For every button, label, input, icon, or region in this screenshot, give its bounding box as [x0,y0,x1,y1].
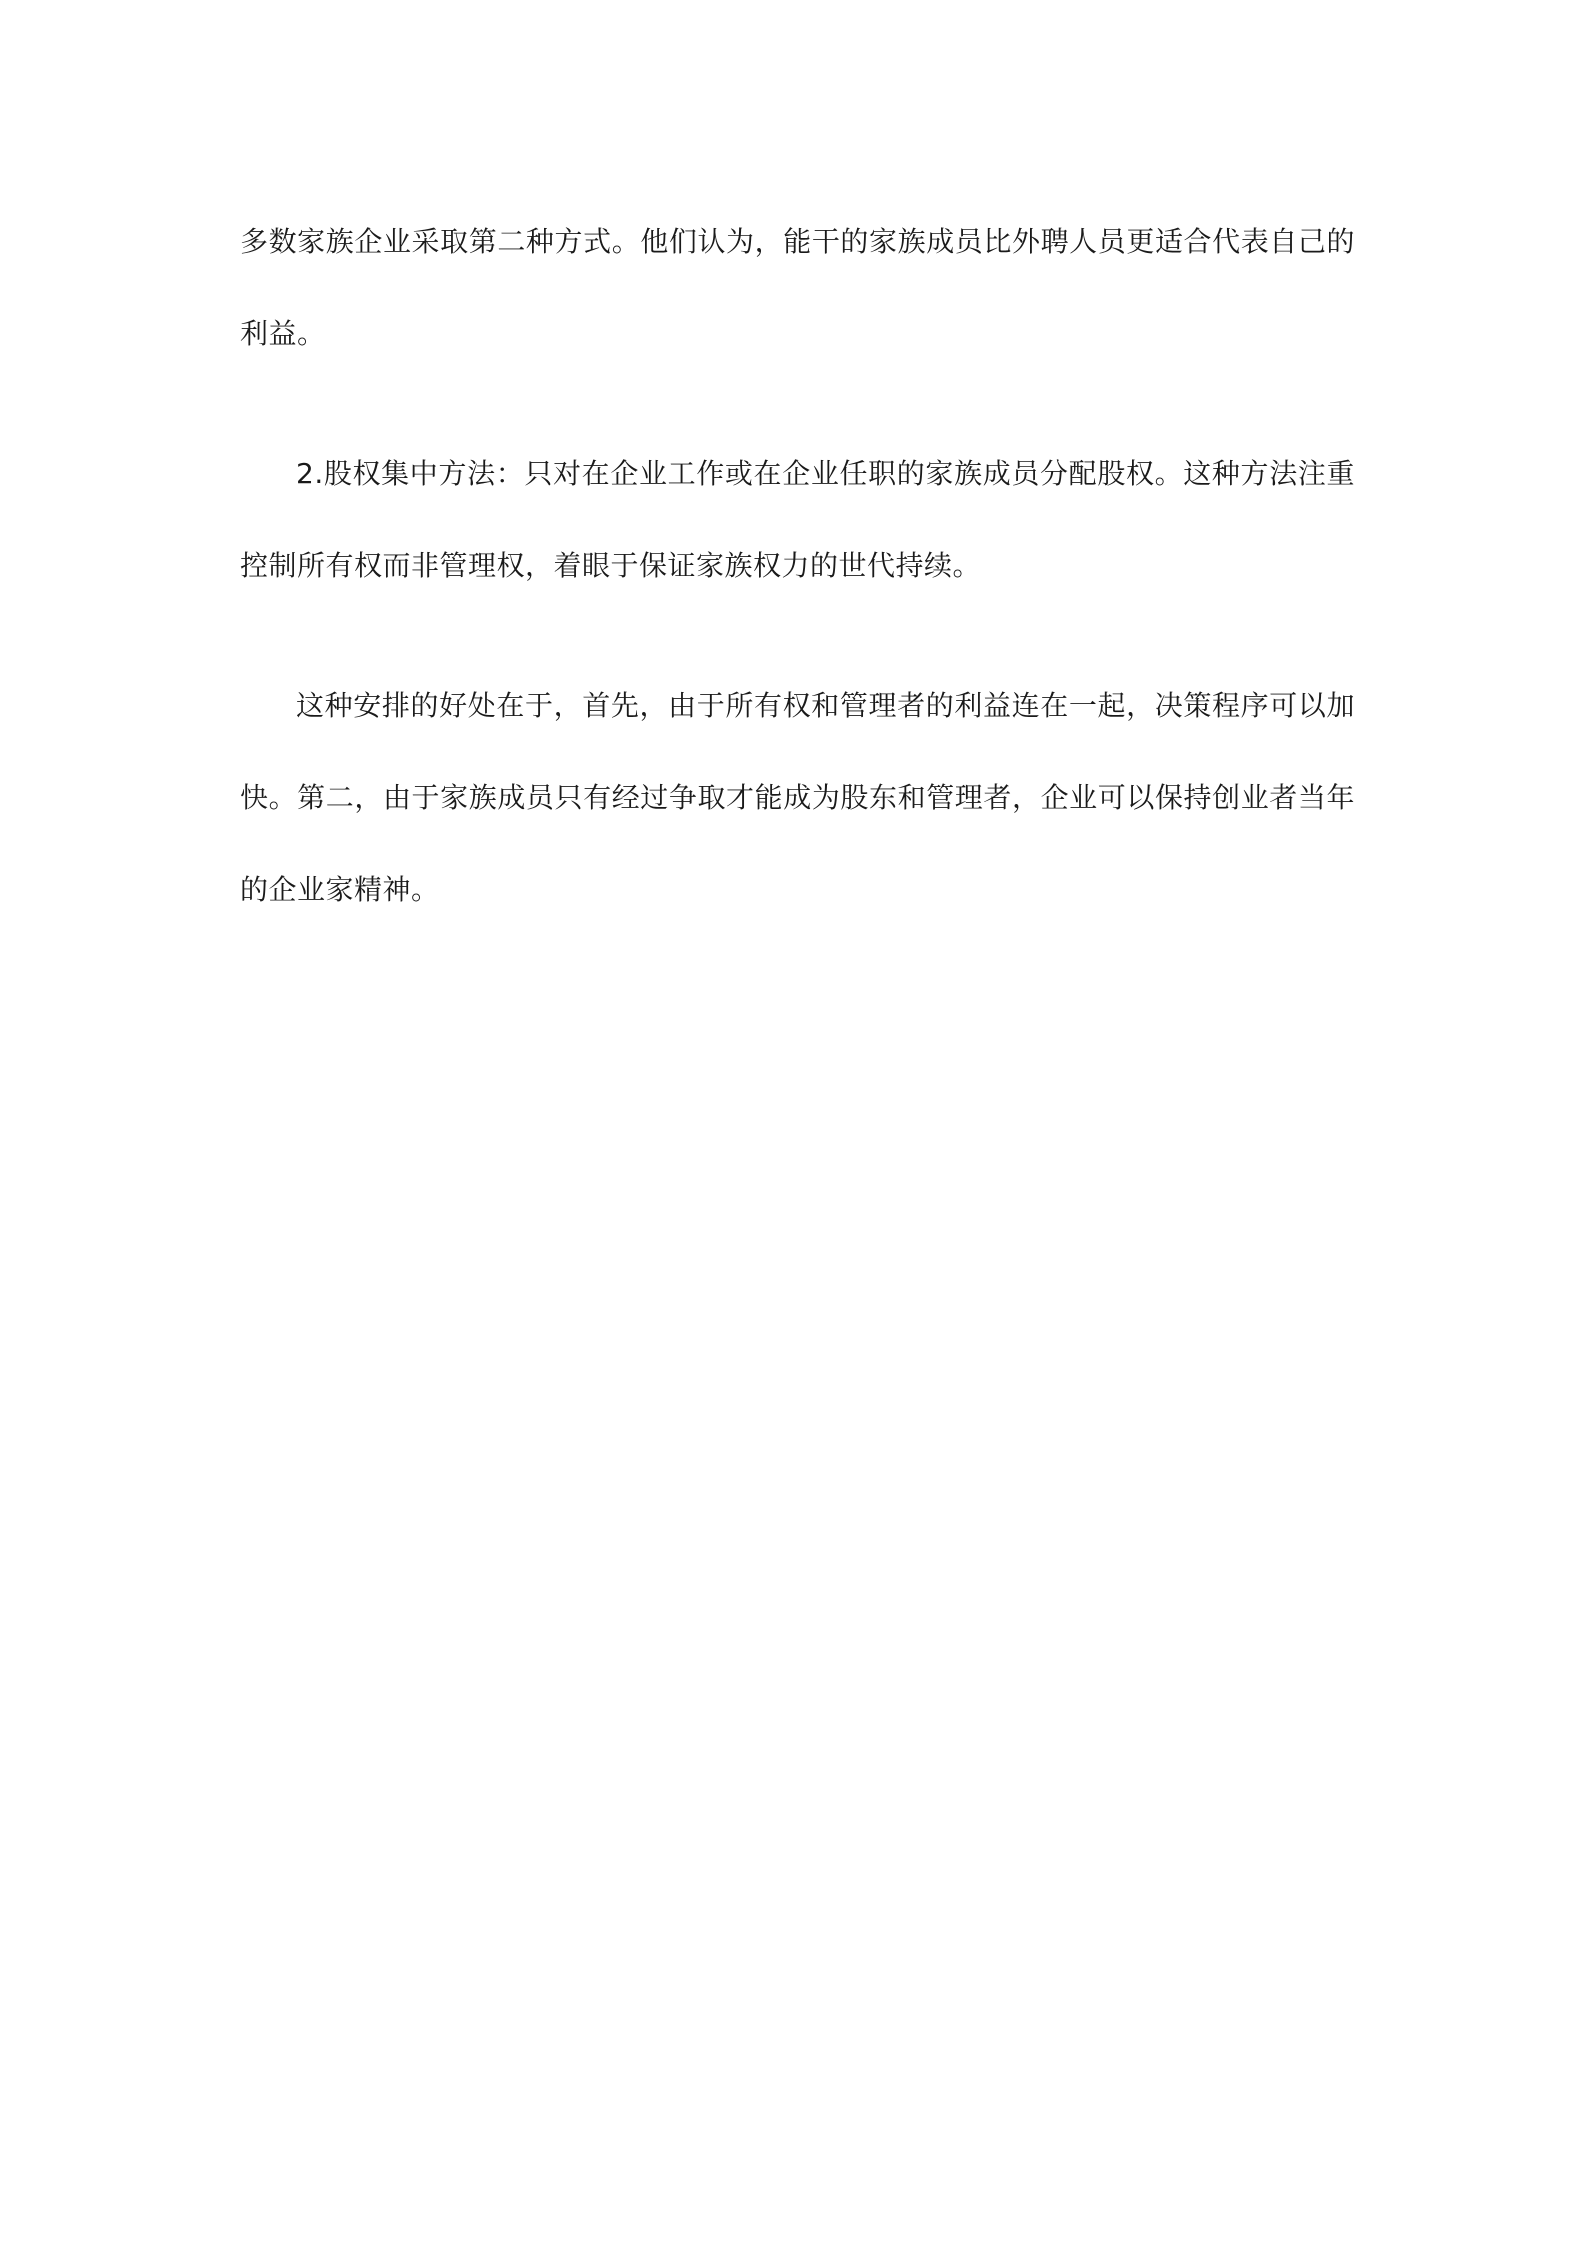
paragraph-3: 这种安排的好处在于，首先，由于所有权和管理者的利益连在一起，决策程序可以加快。第二，由于家族成员只有经过争取才能成为股东和管理者，企业可以保持创业者当年的企业家精神。 [240,689,1355,906]
paragraph-2: 2.股权集中方法：只对在企业工作或在企业任职的家族成员分配股权。这种方法注重控制所有权而非管理权，着眼于保证家族权力的世代持续。 [240,457,1355,582]
document-body [240,196,1355,984]
paragraph-1: 多数家族企业采取第二种方式。他们认为，能干的家族成员比外聘人员更适合代表自己的利益。 [240,225,1355,350]
